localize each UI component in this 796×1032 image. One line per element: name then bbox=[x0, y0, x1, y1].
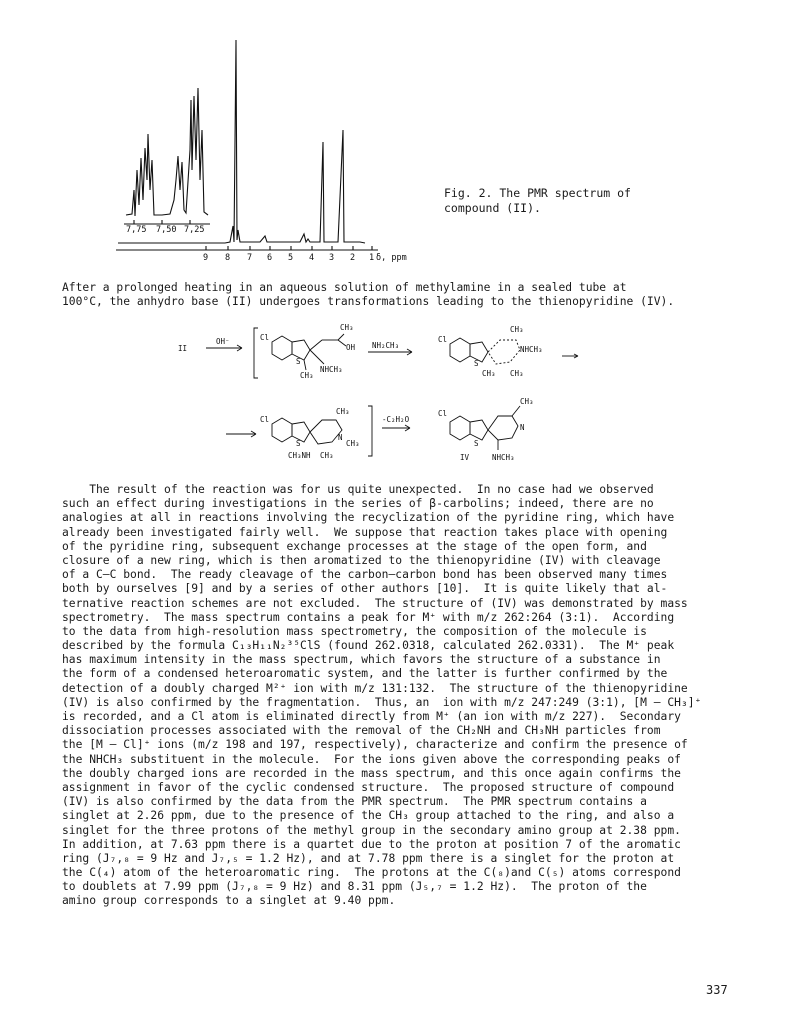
axis-tick-label: 7 bbox=[247, 253, 253, 263]
atom-label: CH₃ bbox=[340, 323, 354, 332]
axis-tick-label: 9 bbox=[203, 253, 209, 263]
text-line: singlet for the three protons of the methyl group in the secondary amino group at 2.38 ppm. bbox=[62, 823, 681, 837]
atom-label: N bbox=[520, 423, 525, 432]
atom-label: CH₃ bbox=[320, 451, 334, 460]
text-line: closure of a new ring, which is then aromatized to the thienopyridine (IV) with cleavage bbox=[62, 553, 661, 567]
inset-spectrum-trace bbox=[126, 88, 208, 216]
axis-tick-label: 4 bbox=[309, 253, 315, 263]
atom-label: CH₃ bbox=[346, 439, 360, 448]
compound-label: IV bbox=[460, 453, 470, 462]
bracket bbox=[368, 406, 372, 456]
body-paragraph bbox=[62, 483, 742, 909]
pmr-spectrum-figure bbox=[110, 30, 410, 270]
atom-label: Cl bbox=[438, 409, 448, 418]
axis-tick-label: 2 bbox=[350, 253, 356, 263]
reagent-label: OH⁻ bbox=[216, 337, 230, 346]
intermediate-structure-2 bbox=[450, 338, 520, 364]
text-line: the [M — Cl]⁺ ions (m/z 198 and 197, respectively), characterize and confirm the presence of bbox=[62, 738, 688, 752]
atom-label: CH₃ bbox=[300, 371, 314, 380]
axis-unit-label: δ, ppm bbox=[376, 253, 407, 263]
atom-label: Cl bbox=[260, 415, 270, 424]
atom-label: CH₃NH bbox=[288, 451, 311, 460]
atom-label: N bbox=[338, 433, 343, 442]
reaction-scheme bbox=[160, 318, 620, 468]
text-line: of a C—C bond. The ready cleavage of the carbon—carbon bond has been observed many times bbox=[62, 568, 668, 582]
text-line: The result of the reaction was for us quite unexpected. In no case had we observed bbox=[62, 483, 654, 496]
atom-label: OH bbox=[346, 343, 356, 352]
intro-paragraph bbox=[62, 281, 738, 309]
text-line: such an effect during investigations in the series of β-carbolins; indeed, there are no bbox=[62, 497, 654, 511]
text-line: assignment in favor of the cyclic condensed structure. The proposed structure of compound bbox=[62, 780, 675, 794]
page-number: 337 bbox=[706, 983, 728, 997]
atom-label: CH₃ bbox=[510, 369, 524, 378]
text-line: (IV) is also confirmed by the data from the PMR spectrum. The PMR spectrum contains a bbox=[62, 795, 647, 809]
reagent-label: -C₂H₂O bbox=[382, 415, 410, 424]
text-line: In addition, at 7.63 ppm there is a quartet due to the proton at position 7 of the aromatic bbox=[62, 837, 681, 851]
inset-tick-label: 7,75 bbox=[126, 225, 147, 235]
text-line: has maximum intensity in the mass spectrum, which favors the structure of a substance in bbox=[62, 653, 661, 667]
text-line: the form of a condensed heteroaromatic system, and the latter is further confirmed by the bbox=[62, 667, 668, 681]
main-spectrum-trace bbox=[118, 40, 365, 243]
inset-tick-label: 7,25 bbox=[184, 225, 205, 235]
text-line: dissociation processes associated with the removal of the CH₂NH and CH₃NH particles from bbox=[62, 724, 661, 738]
axis-tick-label: 5 bbox=[288, 253, 294, 263]
text-line: After a prolonged heating in an aqueous solution of methylamine in a sealed tube at bbox=[62, 281, 627, 294]
text-line: ring (J₇,₈ = 9 Hz and J₇,₅ = 1.2 Hz), and at 7.78 ppm there is a singlet for the proton at bbox=[62, 851, 675, 865]
scheme-label: II bbox=[178, 344, 188, 353]
figure-caption-line: Fig. 2. The PMR spectrum of bbox=[444, 186, 631, 200]
text-line: the doubly charged ions are recorded in the mass spectrum, and this once again confirms the bbox=[62, 766, 681, 780]
text-line: both by ourselves [9] and by a series of other authors [10]. It is quite likely that al- bbox=[62, 582, 668, 596]
atom-label: CH₃ bbox=[336, 407, 350, 416]
atom-label: CH₃ bbox=[482, 369, 496, 378]
axis-tick-label: 6 bbox=[267, 253, 273, 263]
text-line: 100°C, the anhydro base (II) undergoes transformations leading to the thienopyridine (IV). bbox=[62, 295, 675, 309]
text-line: spectrometry. The mass spectrum contains a peak for M⁺ with m/z 262:264 (3:1). According bbox=[62, 610, 675, 624]
axis-tick-label: 1 bbox=[369, 253, 375, 263]
axis-tick-label: 8 bbox=[225, 253, 231, 263]
text-line: already been investigated fairly well. We suppose that reaction takes place with opening bbox=[62, 525, 668, 539]
reagent-label: NH₂CH₃ bbox=[372, 341, 400, 350]
figure-caption bbox=[444, 186, 631, 216]
text-line: the C(₄) atom of the heteroaromatic ring. The protons at the C(₈)and C(₅) atoms correspond bbox=[62, 866, 681, 880]
atom-label: Cl bbox=[260, 333, 270, 342]
atom-label: NHCH₃ bbox=[520, 345, 543, 354]
atom-label: NHCH₃ bbox=[320, 365, 343, 374]
text-line: ternative reaction schemes are not excluded. The structure of (IV) was demonstrated by mass bbox=[62, 596, 688, 610]
atom-label: Cl bbox=[438, 335, 448, 344]
atom-label: CH₃ bbox=[510, 325, 524, 334]
atom-label: S bbox=[296, 439, 301, 448]
text-line: analogies at all in reactions involving the recyclization of the pyridine ring, which have bbox=[62, 511, 675, 525]
compound-iv-structure bbox=[450, 406, 520, 450]
text-line: singlet at 2.26 ppm, due to the presence of the CH₃ group attached to the ring, and also a bbox=[62, 809, 675, 823]
text-line: described by the formula C₁₃H₁₁N₂³⁵ClS (found 262.0318, calculated 262.0331). The M⁺ peak bbox=[62, 639, 675, 653]
text-line: to doublets at 7.99 ppm (J₇,₈ = 9 Hz) and 8.31 ppm (J₅,₇ = 1.2 Hz). The proton of the bbox=[62, 880, 647, 894]
text-line: the NHCH₃ substituent in the molecule. For the ions given above the corresponding peaks of bbox=[62, 752, 681, 766]
text-line: is recorded, and a Cl atom is eliminated directly from M⁺ (an ion with m/z 227). Secondary bbox=[62, 710, 681, 723]
atom-label: S bbox=[296, 357, 301, 366]
atom-label: NHCH₃ bbox=[492, 453, 515, 462]
figure-caption-line: compound (II). bbox=[444, 201, 541, 215]
atom-label: S bbox=[474, 359, 479, 368]
text-line: of the pyridine ring, subsequent exchange processes at the stage of the open form, and bbox=[62, 539, 647, 553]
intermediate-structure-3 bbox=[272, 418, 342, 444]
bracket bbox=[254, 328, 258, 378]
text-line: detection of a doubly charged M²⁺ ion with m/z 131:132. The structure of the thienopyridine bbox=[62, 681, 688, 695]
text-line: (IV) is also confirmed by the fragmentation. Thus, an ion with m/z 247:249 (3:1), [M — CH₃]⁺ bbox=[62, 695, 702, 709]
text-line: to the data from high-resolution mass spectrometry, the composition of the molecule is bbox=[62, 624, 647, 638]
atom-label: S bbox=[474, 439, 479, 448]
atom-label: CH₃ bbox=[520, 397, 534, 406]
axis-tick-label: 3 bbox=[329, 253, 335, 263]
text-line: amino group corresponds to a singlet at 9.40 ppm. bbox=[62, 894, 396, 908]
inset-tick-label: 7,50 bbox=[156, 225, 177, 235]
